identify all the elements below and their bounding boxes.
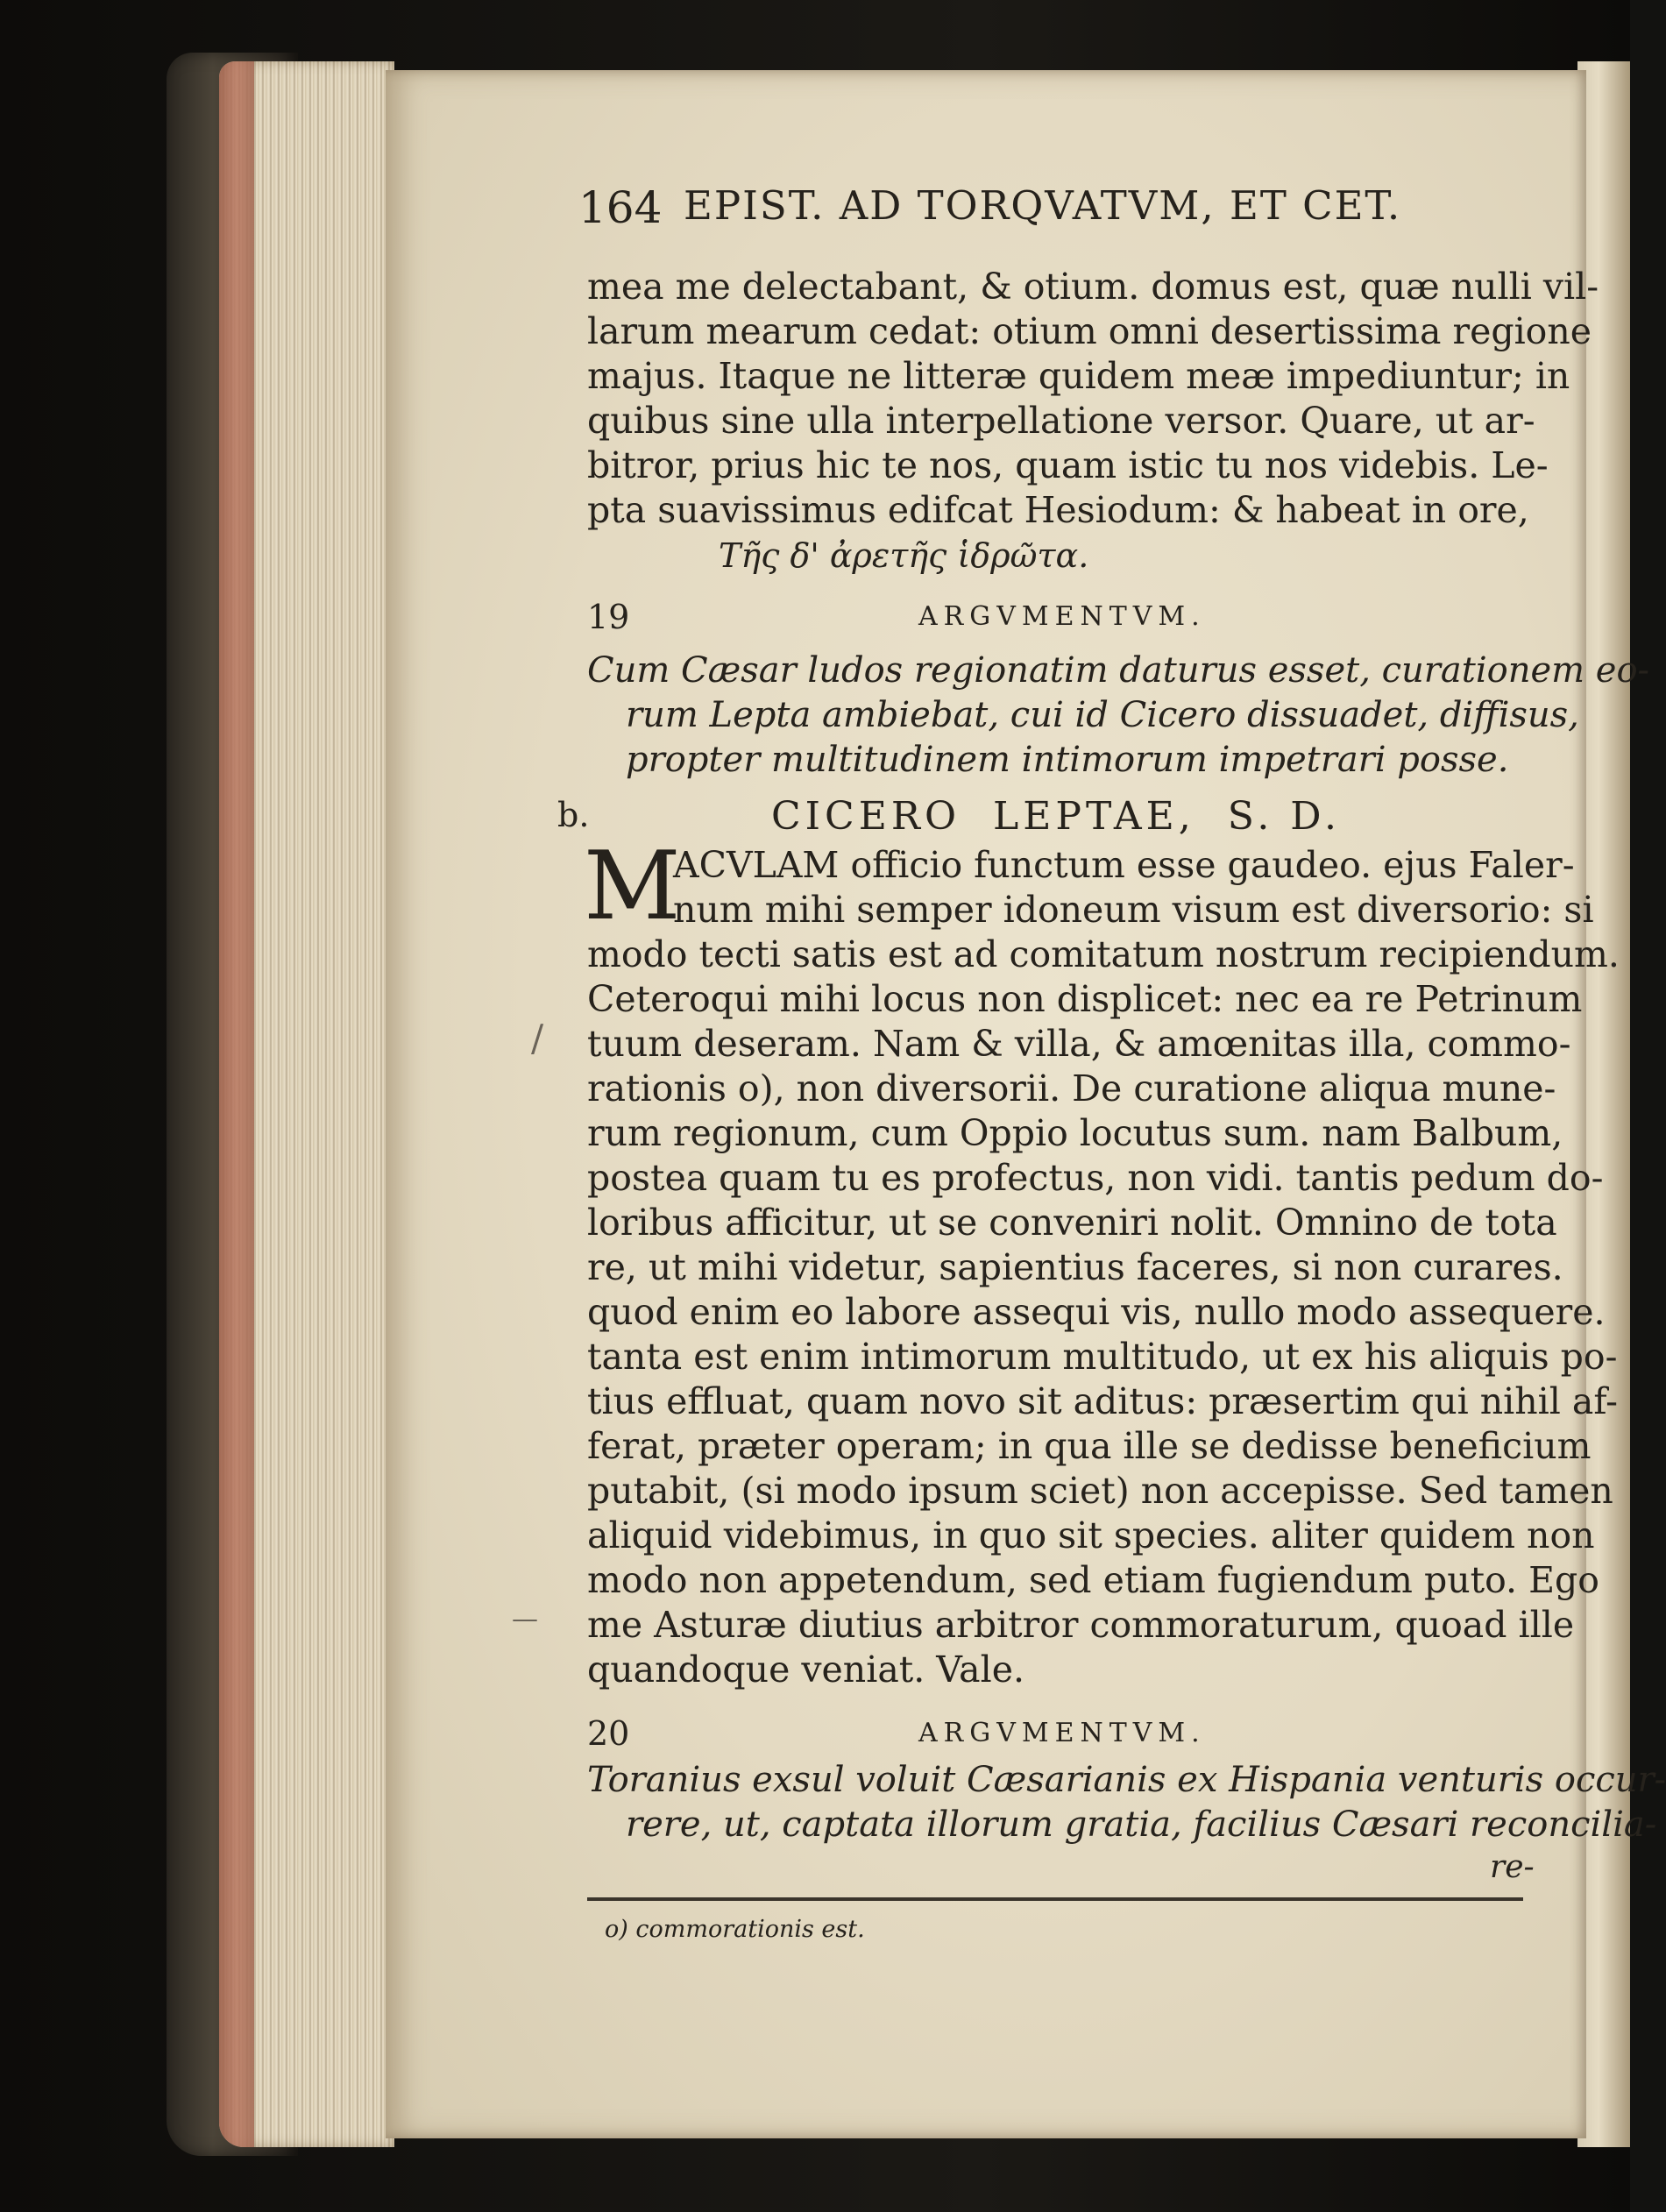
- footnote: o) commorationis est.: [605, 1916, 865, 1943]
- text-line: larum mearum cedat: otium omni desertissima regione: [587, 310, 1592, 352]
- argument-line: Cum Cæsar ludos regionatim daturus esset, curationem eo-: [587, 650, 1650, 691]
- text-line: rum regionum, cum Oppio locutus sum. nam Balbum,: [587, 1112, 1563, 1154]
- greek-quote: Τῆς δ' ἀρετῆς ἱδρῶτα.: [719, 536, 1089, 575]
- section-label: ARGVMENTVM.: [918, 601, 1206, 632]
- section-19-argument: [587, 649, 1650, 783]
- text-line: me Asturæ diutius arbitror commoraturum, quoad ille: [587, 1604, 1575, 1646]
- argument-line: rum Lepta ambiebat, cui id Cicero dissuadet, diffisus,: [626, 695, 1579, 735]
- continued-text: [587, 265, 1599, 533]
- text-line: num mihi semper idoneum visum est diversorio: si: [673, 889, 1594, 931]
- text-line: rationis o), non diversorii. De curatione aliqua mune-: [587, 1067, 1556, 1110]
- running-title: EPIST. AD TORQVATVM, ET CET.: [684, 182, 1402, 229]
- signature-mark: b.: [557, 796, 590, 834]
- argument-line: propter multitudinem intimorum impetrari posse.: [626, 740, 1509, 780]
- letter-recipient: LEPTAE,: [993, 794, 1195, 839]
- text-line: postea quam tu es profectus, non vidi. tantis pedum do-: [587, 1157, 1604, 1199]
- text-line: ACVLAM officio functum esse gaudeo. ejus Faler-: [673, 844, 1575, 886]
- section-19-heading: [587, 598, 1534, 650]
- section-label: ARGVMENTVM.: [918, 1718, 1206, 1748]
- text-line: mea me delectabant, & otium. domus est, quæ nulli vil-: [587, 266, 1599, 308]
- letter-body: [587, 843, 1620, 1692]
- letter-sender: CICERO: [771, 794, 961, 839]
- text-line: pta suavissimus edifcat Hesiodum: & habeat in ore,: [587, 489, 1529, 531]
- text-line: modo non appetendum, sed etiam fugiendum puto. Ego: [587, 1559, 1599, 1601]
- text-line: majus. Itaque ne litteræ quidem meæ impediuntur; in: [587, 355, 1570, 397]
- section-number: 19: [587, 598, 630, 636]
- text-line: tuum deseram. Nam & villa, & amœnitas illa, commo-: [587, 1023, 1571, 1065]
- argument-line: rere, ut, captata illorum gratia, facilius Cæsari reconcilia-: [626, 1804, 1657, 1845]
- text-line: bitror, prius hic te nos, quam istic tu nos videbis. Le-: [587, 444, 1549, 486]
- pencil-mark: /: [531, 1017, 544, 1060]
- section-20-argument: [587, 1758, 1666, 1847]
- text-line: putabit, (si modo ipsum sciet) non accepisse. Sed tamen: [587, 1470, 1613, 1512]
- section-number: 20: [587, 1714, 630, 1753]
- text-line: tius effluat, quam novo sit aditus: præsertim qui nihil af-: [587, 1380, 1618, 1422]
- text-line: ferat, præter operam; in qua ille se dedisse beneficium: [587, 1425, 1592, 1467]
- pencil-mark: —: [512, 1604, 538, 1634]
- argument-line: Toranius exsul voluit Cæsarianis ex Hispania venturis occur-: [587, 1760, 1666, 1800]
- text-line: quibus sine ulla interpellatione versor. Quare, ut ar-: [587, 400, 1535, 442]
- text-line: re, ut mihi videtur, sapientius faceres, si non curares.: [587, 1246, 1563, 1288]
- drop-cap: M: [584, 832, 681, 941]
- text-line: quod enim eo labore assequi vis, nullo modo assequere.: [587, 1291, 1606, 1333]
- text-line: loribus afficitur, ut se conveniri nolit. Omnino de tota: [587, 1202, 1557, 1244]
- text-line: Ceteroqui mihi locus non displicet: nec ea re Petrinum: [587, 978, 1583, 1020]
- letter-heading: [771, 794, 1341, 839]
- letter-salutation: S. D.: [1227, 794, 1341, 839]
- text-line: modo tecti satis est ad comitatum nostrum recipiendum.: [587, 933, 1620, 975]
- catchword: re-: [1490, 1849, 1535, 1885]
- text-line: tanta est enim intimorum multitudo, ut ex his aliquis po-: [587, 1336, 1618, 1378]
- text-line: aliquid videbimus, in quo sit species. aliter quidem non: [587, 1514, 1595, 1556]
- page-number: 164: [578, 182, 663, 233]
- running-head: [578, 177, 1525, 238]
- footnote-rule: [587, 1897, 1523, 1901]
- text-line: quandoque veniat. Vale.: [587, 1648, 1025, 1691]
